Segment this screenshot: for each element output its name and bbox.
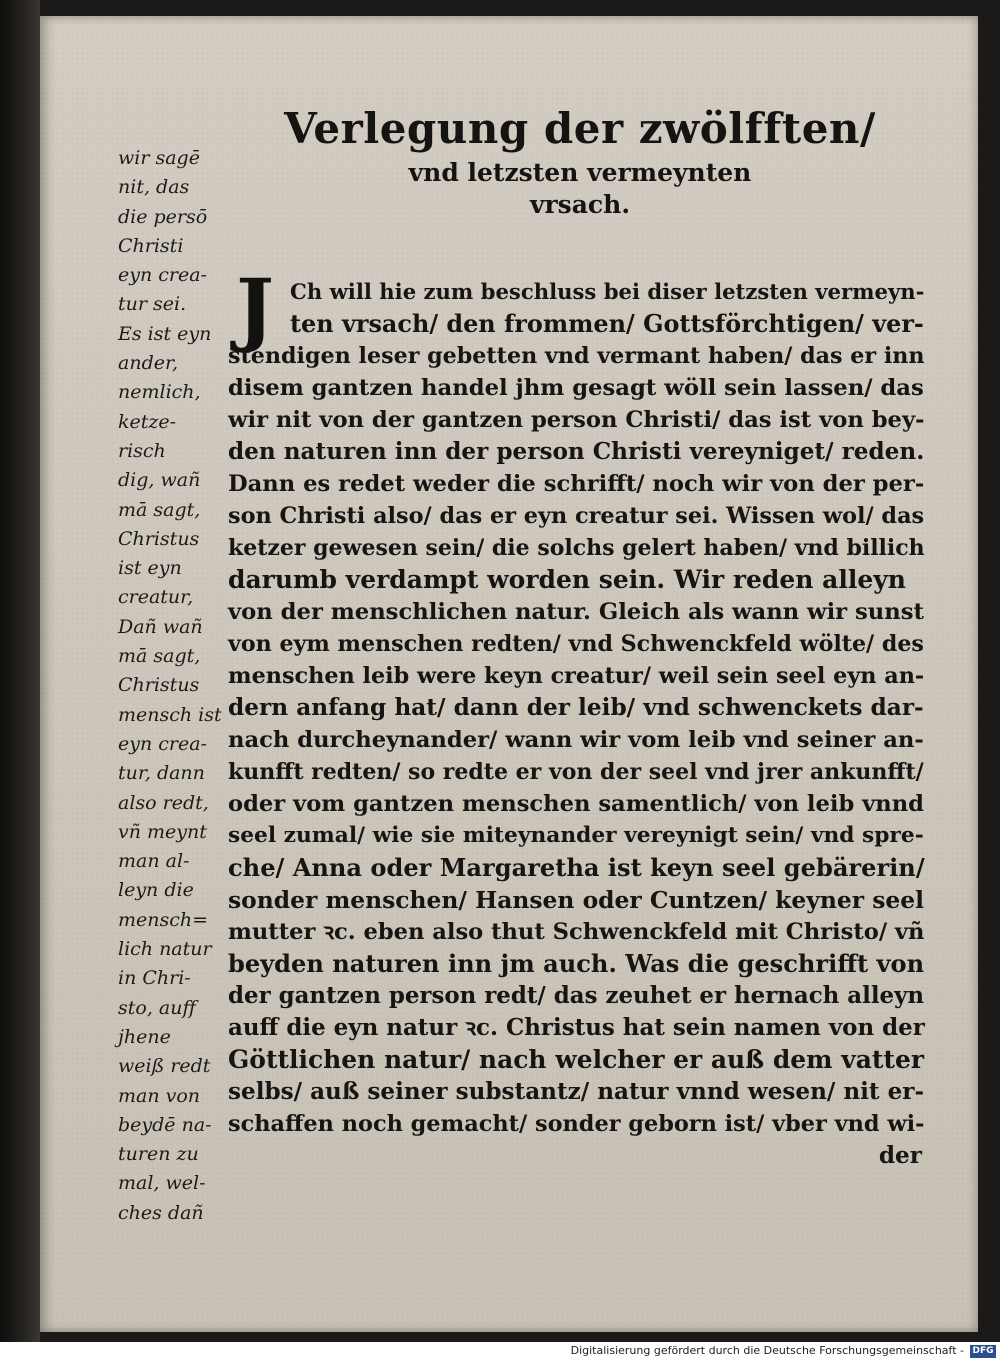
margin-note-line: eyn crea-	[118, 264, 207, 287]
margin-note-line: turen zu	[118, 1143, 199, 1166]
margin-note-line: Christi	[118, 234, 184, 257]
text-line: stendigen leser gebetten vnd vermant haben/ das er inn	[228, 343, 925, 369]
margin-note-line: vñ meynt	[118, 820, 207, 843]
chapter-subheading: vnd letzsten vermeynten	[408, 158, 752, 187]
text-line: kunfft redten/ so redte er von der seel vnd jrer ankunfft/	[228, 759, 924, 785]
text-line: menschen leib were keyn creatur/ weil sein seel eyn an-	[228, 663, 925, 689]
margin-note-line: mā sagt,	[118, 498, 201, 521]
margin-note-line: weiß redt	[118, 1055, 211, 1078]
text-line: Dann es redet weder die schrifft/ noch wir von der per-	[228, 471, 925, 497]
margin-note-line: Christus	[118, 527, 200, 550]
text-line: wir nit von der gantzen person Christi/ das ist von bey-	[228, 407, 925, 433]
book-gutter	[0, 0, 40, 1342]
text-line: den naturen inn der person Christi vereyniget/ reden.	[228, 438, 925, 465]
text-line: Ch will hie zum beschluss bei diser letzsten vermeyn-	[290, 279, 925, 304]
margin-note-line: ist eyn	[118, 557, 182, 580]
text-line: ten vrsach/ den frommen/ Gottsförchtigen/ ver-	[290, 310, 924, 338]
margin-note-line: mensch=	[118, 908, 209, 931]
chapter-heading: Verlegung der zwölfften/	[284, 104, 876, 153]
initial-capital: J	[236, 261, 274, 355]
margin-note-line: ketze-	[118, 410, 177, 433]
margin-note-line: beydē na-	[118, 1113, 212, 1136]
text-line: von eym menschen redten/ vnd Schwenckfeld wölte/ des	[228, 631, 924, 657]
margin-note-line: lich natur	[118, 938, 212, 961]
text-line: son Christi also/ das er eyn creatur sei. Wissen wol/ das	[228, 503, 925, 529]
margin-note-line: also redt,	[118, 791, 209, 814]
margin-note-line: Christus	[118, 674, 200, 697]
text-line: von der menschlichen natur. Gleich als wann wir sunst	[228, 599, 924, 625]
margin-note-line: sto, auff	[118, 996, 196, 1019]
text-line: sonder menschen/ Hansen oder Cuntzen/ keyner seel	[228, 886, 925, 914]
text-line: selbs/ auß seiner substantz/ natur vnnd wesen/ nit er-	[228, 1078, 925, 1105]
margin-note-line: mensch ist	[118, 703, 222, 726]
text-line: der gantzen person redt/ das zeuhet er hernach alleyn	[228, 982, 925, 1009]
text-line: schaffen noch gemacht/ sonder geborn ist/ vber vnd wi-	[228, 1111, 925, 1137]
text-line: che/ Anna oder Margaretha ist keyn seel gebärerin/	[228, 853, 925, 882]
margin-note-line: man von	[118, 1084, 201, 1107]
text-line: auff die eyn natur ꝛc. Christus hat sein namen von der	[228, 1014, 925, 1041]
margin-note-line: dig, wañ	[118, 469, 201, 492]
margin-note-line: man al-	[118, 850, 190, 873]
margin-note-line: eyn crea-	[118, 732, 207, 755]
margin-note-line: risch	[118, 439, 166, 462]
text-line: dern anfang hat/ dann der leib/ vnd schwenckets dar-	[228, 694, 924, 721]
text-line: disem gantzen handel jhm gesagt wöll sein lassen/ das	[228, 375, 924, 401]
margin-note	[118, 144, 226, 1228]
text-line: der	[878, 1142, 922, 1169]
text-line: beyden naturen inn jm auch. Was die geschrifft von	[228, 949, 925, 978]
text-line: darumb verdampt worden sein. Wir reden alleyn	[228, 565, 906, 594]
margin-note-line: tur sei.	[118, 293, 187, 316]
margin-note-line: nemlich,	[118, 381, 201, 404]
text-line: mutter ꝛc. eben also thut Schwenckfeld mit Christo/ vñ	[228, 919, 925, 945]
margin-note-line: die persō	[118, 205, 208, 228]
margin-note-line: nit, das	[118, 176, 190, 199]
margin-note-line: Es ist eyn	[118, 322, 212, 345]
margin-note-line: mā sagt,	[118, 645, 201, 668]
margin-note-line: tur, dann	[118, 762, 205, 785]
text-line: ketzer gewesen sein/ die solchs gelert haben/ vnd billich	[228, 535, 925, 561]
margin-note-line: leyn die	[118, 879, 194, 902]
margin-note-line: Dañ wañ	[118, 615, 203, 638]
margin-note-line: jhene	[118, 1025, 171, 1048]
chapter-subheading-end: vrsach.	[529, 190, 631, 219]
margin-note-line: ander,	[118, 352, 179, 375]
margin-note-line: creatur,	[118, 586, 194, 609]
dfg-logo: DFG	[970, 1345, 996, 1358]
main-text-block	[228, 276, 928, 1172]
footer-bar	[0, 1342, 1000, 1362]
margin-note-line: ches dañ	[118, 1201, 204, 1224]
text-line: Göttlichen natur/ nach welcher er auß dem vatter	[228, 1045, 924, 1074]
text-line: nach durcheynander/ wann wir vom leib vnd seiner an-	[228, 727, 924, 753]
margin-note-line: mal, wel-	[118, 1172, 206, 1195]
funding-notice: Digitalisierung gefördert durch die Deutsche Forschungsgemeinschaft -	[570, 1344, 964, 1357]
margin-note-line: in Chri-	[118, 967, 191, 990]
text-line: seel zumal/ wie sie miteynander vereynigt sein/ vnd spre-	[228, 823, 924, 848]
text-line: oder vom gantzen menschen samentlich/ von leib vnnd	[228, 791, 924, 817]
margin-note-line: wir sagē	[118, 147, 200, 169]
